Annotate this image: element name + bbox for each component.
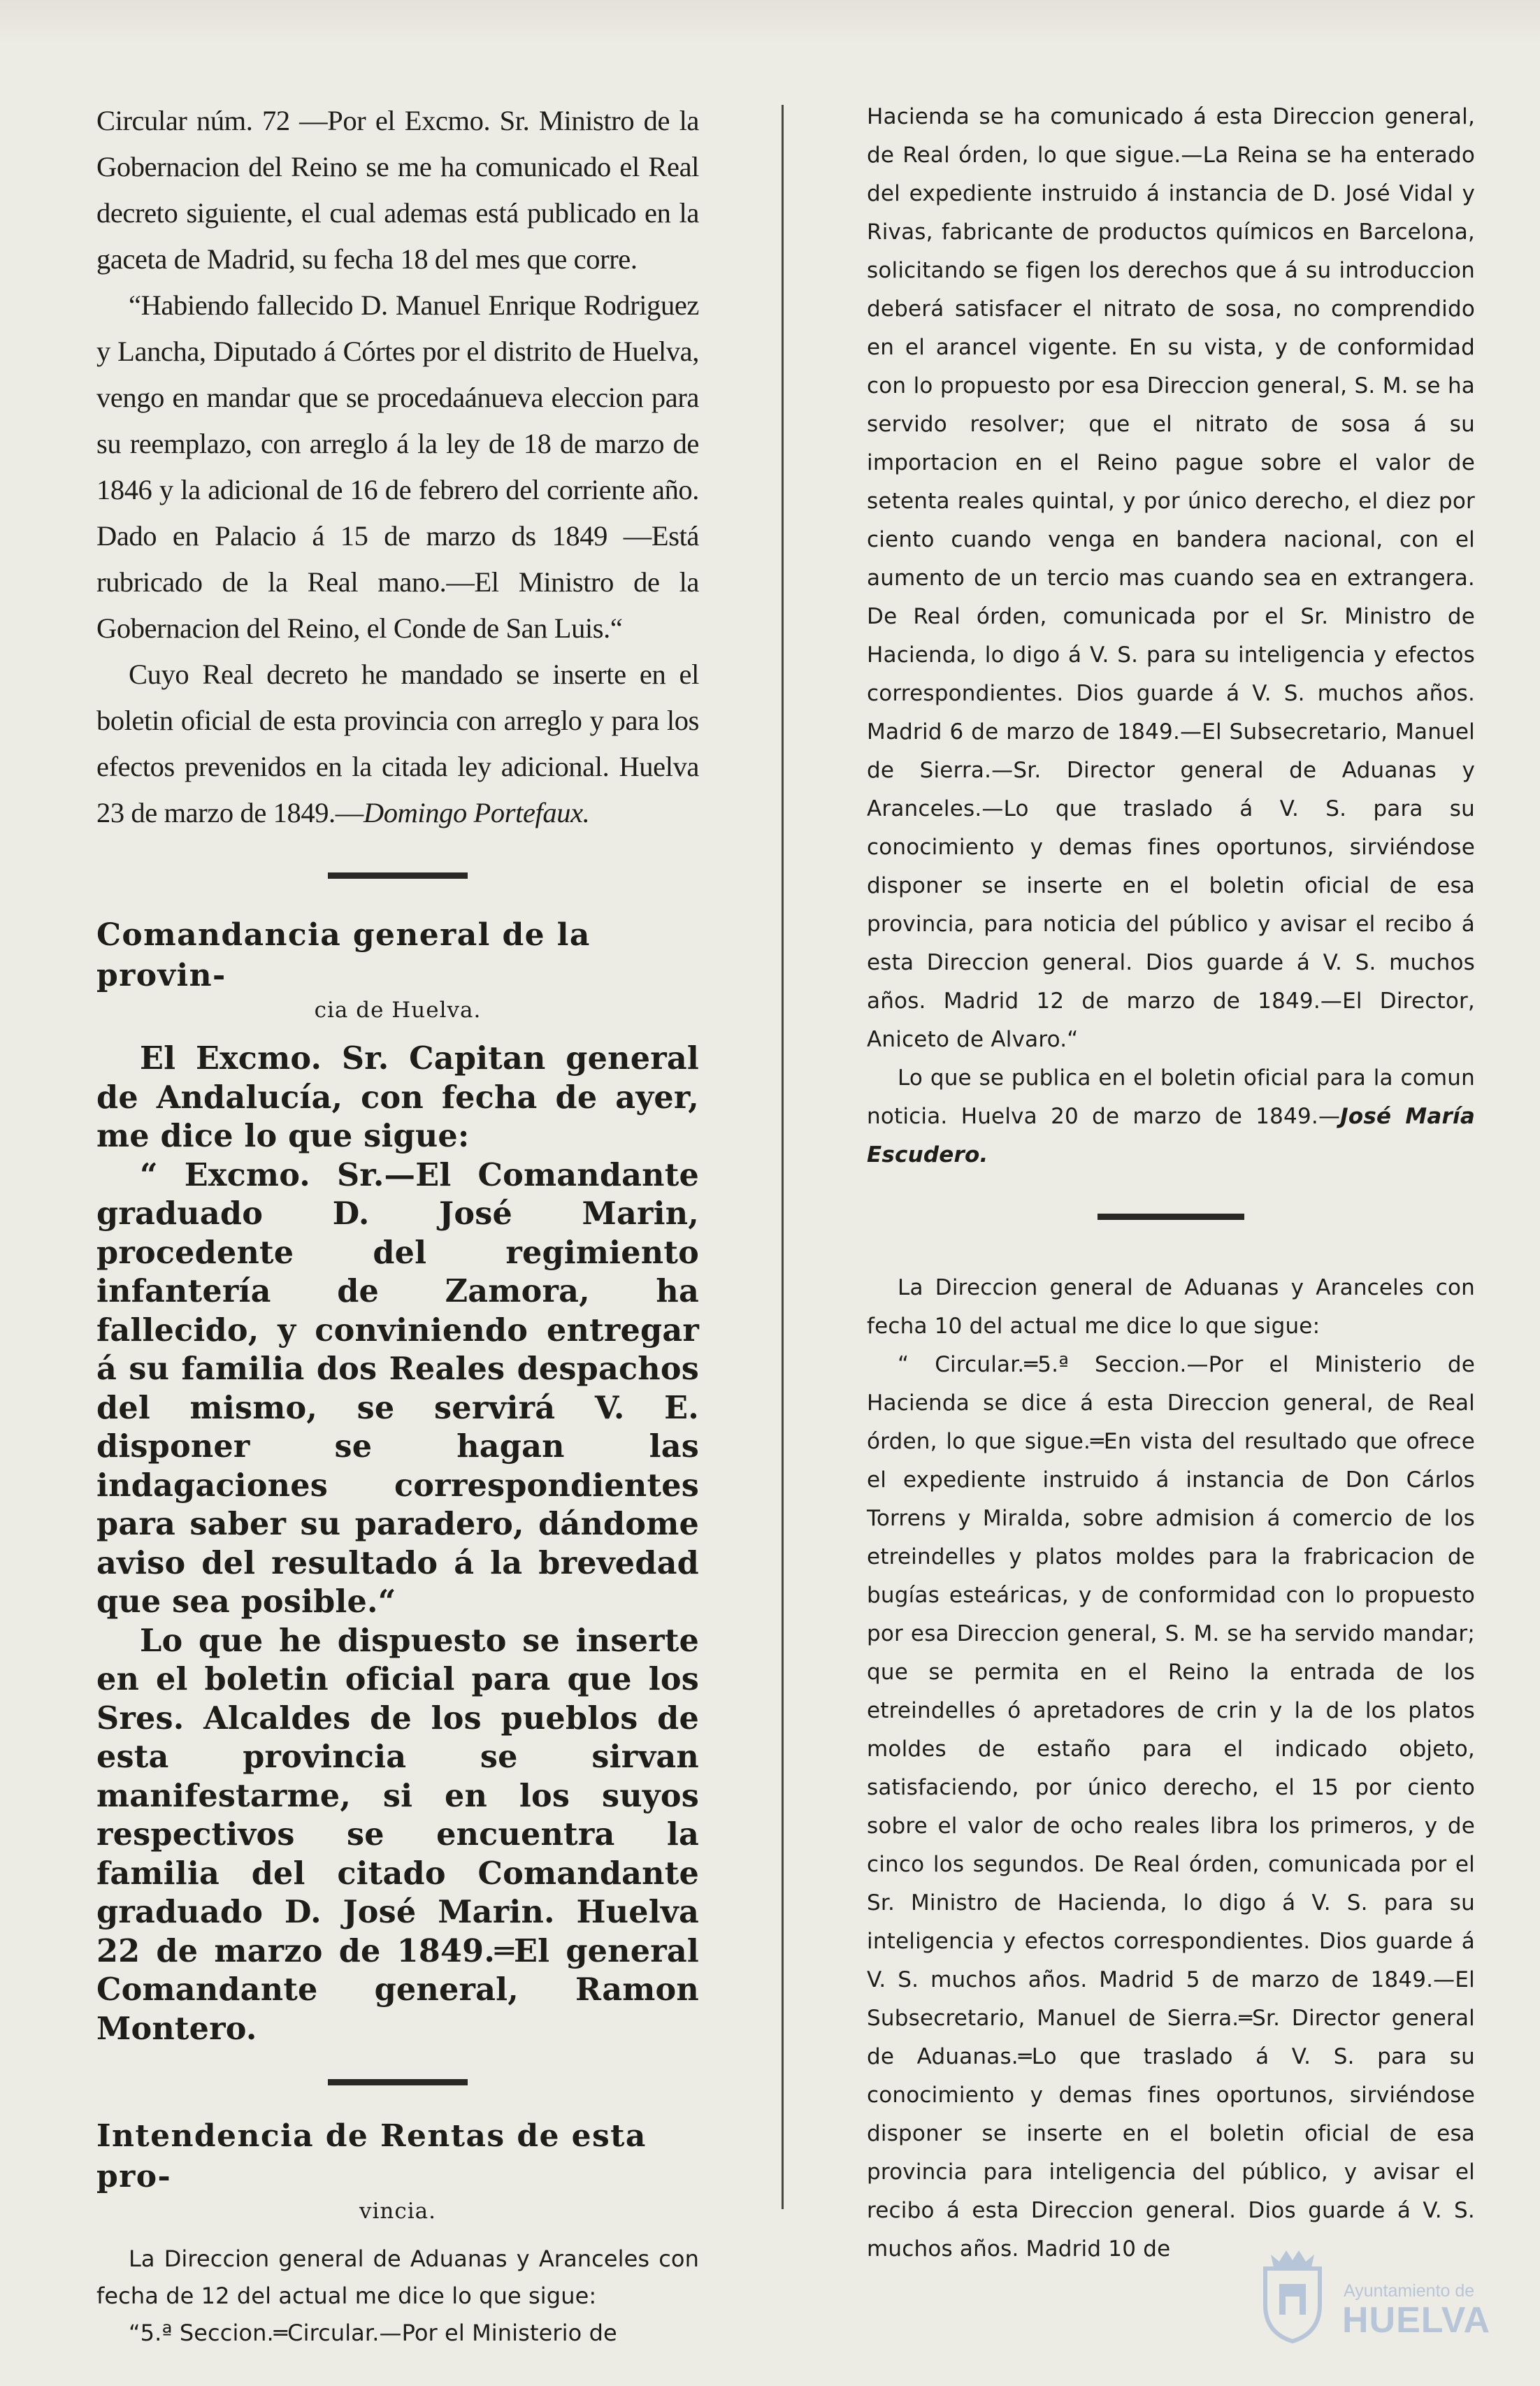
coat-of-arms-icon	[1251, 2241, 1334, 2344]
intendencia-body	[96, 2241, 699, 2352]
notice-signature: José María Escudero.	[867, 1104, 1475, 1167]
decree-paragraph: Circular núm. 72 —Por el Excmo. Sr. Ministro de la Gobernacion del Reino se me ha comunicado el Real decreto siguiente, el cual ademas está publicado en la gaceta de Madrid, su fecha 18 del mes que corre.	[96, 105, 699, 275]
notice-paragraph: “ Circular.═5.ª Seccion.—Por el Ministerio de Hacienda se dice á esta Direccion general, de Real órden, lo que sigue.═En vista del resultado que ofrece el expediente instruido á instancia de Don Cárlos Torrens y Miralda, sobre admision á comercio de los etreindelles y platos moldes para la frabricacion de bugías esteáricas, y de conformidad con lo propuesto por esa Direccion general, S. M. se ha servido mandar; que se permita en el Reino la entrada de los etreindelles ó apretadores de crin y la de los platos moldes de estaño para el indicado objeto, satisfaciendo, por único derecho, el 15 por ciento sobre el valor de ocho reales libra los primeros, y de cinco los segundos. De Real órden, comunicada por el Sr. Ministro de Hacienda, lo digo á V. S. para su inteligencia y efectos correspondientes. Dios guarde á V. S. muchos años. Madrid 5 de marzo de 1849.—El Subsecretario, Manuel de Sierra.═Sr. Director general de Aduanas.═Lo que traslado á V. S. para su conocimiento y demas fines oportunos, sirviéndose disponer se inserte en el boletin oficial de esa provincia para inteligencia del público, y avisar el recibo á esta Direccion general. Dios guarde á V. S. muchos años. Madrid 10 de	[867, 1352, 1475, 2262]
intendencia-subheading: vincia.	[359, 2199, 436, 2224]
watermark-line1: Ayuntamiento de	[1344, 2281, 1475, 2301]
comandancia-body	[96, 1040, 699, 2048]
page-shadow	[0, 0, 1540, 42]
intendencia-paragraph: “5.ª Seccion.═Circular.—Por el Ministerio de	[129, 2320, 617, 2346]
notice-paragraph: Hacienda se ha comunicado á esta Direccion general, de Real órden, lo que sigue.—La Reina se ha enterado del expediente instruido á instancia de D. José Vidal y Rivas, fabricante de productos químicos en Barcelona, solicitando se figen los derechos que á su introduccion deberá satisfacer el nitrato de sosa, no comprendido en el arancel vigente. En su vista, y de conformidad con lo propuesto por esa Direccion general, S. M. se ha servido resolver; que el nitrato de sosa á su importacion en el Reino pague sobre el valor de setenta reales quintal, y por único derecho, el diez por ciento cuando venga en bandera nacional, con el aumento de un tercio mas cuando sea en extrangera. De Real órden, comunicada por el Sr. Ministro de Hacienda, lo digo á V. S. para su inteligencia y efectos correspondientes. Dios guarde á V. S. muchos años. Madrid 6 de marzo de 1849.—El Subsecretario, Manuel de Sierra.—Sr. Director general de Aduanas y Aranceles.—Lo que traslado á V. S. para su conocimiento y demas fines oportunos, sirviéndose disponer se inserte en el boletin oficial de esa provincia, para noticia del público y avisar el recibo á esta Direccion general. Dios guarde á V. S. muchos años. Madrid 12 de marzo de 1849.—El Director, Aniceto de Alvaro.“	[867, 104, 1475, 1052]
comandancia-paragraph: Lo que he dispuesto se inserte en el boletin oficial para que los Sres. Alcaldes de los pueblos de esta provincia se sirvan manifestarme, si en los suyos respectivos se encuentra la familia del citado Comandante graduado D. José Marin. Huelva 22 de marzo de 1849.═El general Comandante general, Ramon Montero.	[96, 1622, 699, 2047]
decree-signature: Domingo Portefaux.	[363, 797, 590, 828]
comandancia-subheading: cia de Huelva.	[314, 998, 482, 1023]
intendencia-heading: Intendencia de Rentas de esta pro-	[96, 2118, 647, 2194]
right-column	[867, 98, 1475, 2269]
etreindelles-notice	[867, 1269, 1475, 2269]
section-divider	[328, 872, 468, 879]
comandancia-heading: Comandancia general de la provin-	[96, 917, 591, 993]
section-divider	[1098, 1214, 1244, 1220]
intendencia-paragraph: La Direccion general de Aduanas y Aranceles con fecha de 12 del actual me dice lo que sigue:	[96, 2245, 699, 2309]
section-divider	[328, 2079, 468, 2085]
circular-72	[96, 98, 699, 836]
watermark-line2: HUELVA	[1342, 2300, 1491, 2341]
comandancia-paragraph: “ Excmo. Sr.—El Comandante graduado D. José Marin, procedente del regimiento infantería de Zamora, ha fallecido, y conviniendo entregar á su familia dos Reales despachos del mismo, se servirá V. E. disponer se hagan las indagaciones correspondientes para saber su paradero, dándome aviso del resultado á la brevedad que sea posible.“	[96, 1156, 699, 1620]
ayuntamiento-watermark	[1251, 2241, 1503, 2359]
notice-paragraph	[867, 1059, 1475, 1174]
notice-paragraph: La Direccion general de Aduanas y Aranceles con fecha 10 del actual me dice lo que sigue:	[867, 1275, 1475, 1339]
decree-paragraph-text: Cuyo Real decreto he mandado se inserte en el boletin oficial de esta provincia con arreglo y para los efectos prevenidos en la citada ley adicional. Huelva 23 de marzo de 1849.—	[96, 659, 699, 828]
left-column	[96, 98, 699, 2352]
notice-paragraph-text: Lo que se publica en el boletin oficial para la comun noticia. Huelva 20 de marzo de 1849.—	[867, 1065, 1475, 1129]
nitrato-notice	[867, 98, 1475, 1174]
decree-paragraph	[96, 652, 699, 836]
decree-paragraph: “Habiendo fallecido D. Manuel Enrique Rodriguez y Lancha, Diputado á Córtes por el distrito de Huelva, vengo en mandar que se procedaánueva eleccion para su reemplazo, con arreglo á la ley de 18 de marzo de 1846 y la adicional de 16 de febrero del corriente año. Dado en Palacio á 15 de marzo ds 1849 —Está rubricado de la Real mano.—El Ministro de la Gobernacion del Reino, el Conde de San Luis.“	[96, 289, 699, 644]
column-rule	[782, 105, 784, 2209]
comandancia-paragraph: El Excmo. Sr. Capitan general de Andalucía, con fecha de ayer, me dice lo que sigue:	[96, 1040, 699, 1154]
